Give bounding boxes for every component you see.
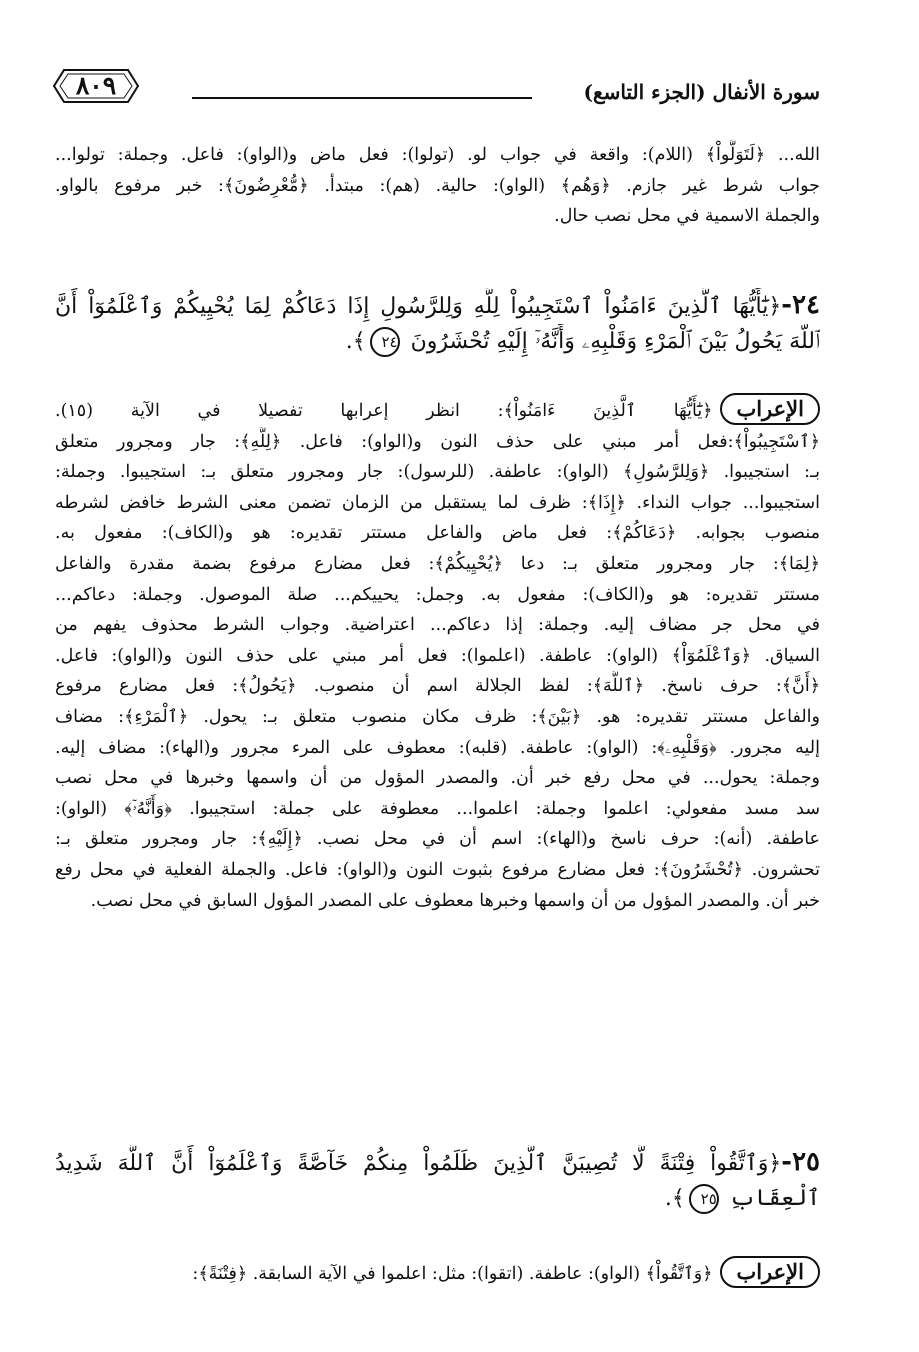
irab-line: منصوب بجوابه. ﴿دَعَاكُمْ﴾: فعل ماض والفاعل مستتر تقديره: هو و(الكاف): مفعول به. [55, 523, 820, 544]
irab-line: في محل جر مضاف إليه. وجملة: إذا دعاكم... اعتراضية. وجواب الشرط محذوف يفهم من [55, 615, 820, 636]
ayah-number-icon: ٢٤ [370, 327, 400, 357]
irab-line: استجيبوا... جواب النداء. ﴿إِذَا﴾: ظرف لما يستقبل من الزمان تضمن معنى الشرط خافض لشرطه [55, 492, 820, 513]
irab-line: إليه مجرور. ﴿وَقَلْبِهِۦ﴾: (الواو): عاطفة. (قلبه): معطوف على المرء مجرور و(الهاء): مضاف إليه. [55, 737, 820, 758]
intro-paragraph [55, 140, 820, 232]
irab-line [55, 393, 820, 427]
verse-25 [55, 1145, 820, 1216]
verse-text: ﴿وَٱتَّقُواْ فِتْنَةً لَّا تُصِيبَنَّ ٱلَّذِينَ ظَلَمُواْ مِنكُمْ خَآصَّةً وَٱعْلَمُوٓاْ أَنَّ ٱللَّهَ شَدِيدُ [55, 1151, 782, 1176]
irab-line: وجملة: يحول... في محل رفع خبر أن. والمصدر المؤول من أن واسمها وخبرها في محل نصب [55, 768, 820, 789]
intro-line: جواب شرط غير جازم. ﴿وَهُم﴾ (الواو): حالية. (هم): مبتدأ. ﴿مُّعْرِضُونَ﴾: خبر مرفوع بالواو. [55, 175, 820, 196]
verse-line [55, 1145, 820, 1181]
irab-text: ﴿وَٱتَّقُواْ﴾ (الواو): عاطفة. (اتقوا): مثل: اعلموا في الآية السابقة. ﴿فِتْنَةً﴾: [192, 1264, 713, 1284]
verse-line [55, 288, 820, 324]
verse-text: ٱلْعِقَابِ [729, 1186, 820, 1211]
page-header [50, 62, 820, 112]
intro-line: والجملة الاسمية في محل نصب حال. [554, 206, 820, 227]
ayah-number-icon: ٢٥ [689, 1184, 719, 1214]
intro-line: الله... ﴿لَتَوَلَّواْ﴾ (اللام): واقعة في جواب لو. (تولوا): فعل ماض و(الواو): فاعل. وجملة: تولوا... [55, 145, 820, 165]
irab-section-24 [55, 393, 820, 916]
header-rule [192, 97, 532, 99]
irab-line: ﴿أَنَّ﴾: حرف ناسخ. ﴿ٱللَّهَ﴾: لفظ الجلالة اسم أن منصوب. ﴿يَحُولُ﴾: فعل مضارع مرفوع [55, 676, 820, 697]
verse-line [55, 324, 820, 359]
irab-line: خبر أن. والمصدر المؤول من أن واسمها وخبرها معطوف على المصدر المؤول السابق في محل نصب. [90, 890, 820, 911]
irab-label: الإعراب [720, 1256, 820, 1288]
page-number: ٨٠٩ [75, 71, 117, 100]
verse-number: ٢٥- [781, 1147, 820, 1177]
irab-line [55, 1256, 820, 1290]
verse-24 [55, 288, 820, 359]
irab-label: الإعراب [720, 393, 820, 425]
verse-text: ٱللَّهَ يَحُولُ بَيْنَ ٱلْمَرْءِ وَقَلْبِهِۦ وَأَنَّهُۥٓ إِلَيْهِ تُحْشَرُونَ [410, 329, 820, 354]
verse-text: ﴿يَٰٓأَيُّهَا ٱلَّذِينَ ءَامَنُواْ ٱسْتَجِيبُواْ لِلَّهِ وَلِلرَّسُولِ إِذَا دَعَاكُمْ لِمَا يُحْيِيكُمْ وَٱعْلَمُوٓاْ أَنَّ [55, 294, 782, 319]
verse-end: ﴾. [664, 1186, 685, 1211]
irab-line: تحشرون. ﴿تُحْشَرُونَ﴾: فعل مضارع مرفوع بثبوت النون و(الواو): فاعل. والجملة الفعلية في محل رفع [55, 859, 820, 880]
page-number-badge [50, 66, 142, 106]
irab-line: والفاعل مستتر تقديره: هو. ﴿بَيْنَ﴾: ظرف مكان منصوب متعلق بـ: يحول. ﴿ٱلْمَرْءِ﴾: مضاف [55, 706, 820, 727]
irab-section-25 [55, 1256, 820, 1290]
irab-text: ﴿يَٰٓأَيُّهَا ٱلَّذِينَ ءَامَنُواْ﴾: انظر إعرابها تفصيلا في الآية (١٥). [55, 401, 713, 421]
irab-line: مستتر تقديره: هو و(الكاف): مفعول به. وجمل: يحييكم... صلة الموصول. وجملة: دعاكم... [55, 584, 820, 605]
irab-line: عاطفة. (أنه): حرف ناسخ و(الهاء): اسم أن في محل نصب. ﴿إِلَيْهِ﴾: جار ومجرور متعلق بـ: [55, 829, 820, 850]
verse-number: ٢٤- [781, 290, 820, 320]
irab-line: بـ: استجيبوا. ﴿وَلِلرَّسُولِ﴾ (الواو): عاطفة. (للرسول): جار ومجرور متعلق بـ: استجيبوا. وجملة: [55, 462, 820, 483]
surah-title: سورة الأنفال (الجزء التاسع) [583, 80, 820, 104]
irab-line: ﴿لِمَا﴾: جار ومجرور متعلق بـ: دعا ﴿يُحْيِيكُمْ﴾: فعل مضارع مرفوع بضمة مقدرة والفاعل [55, 553, 820, 574]
irab-line: ﴿ٱسْتَجِيبُواْ﴾:فعل أمر مبني على حذف النون و(الواو): فاعل. ﴿لِلَّهِ﴾: جار ومجرور متعلق [55, 431, 820, 452]
verse-end: ﴾. [345, 329, 366, 354]
verse-line [55, 1181, 820, 1216]
irab-line: سد مسد مفعولي: اعلموا وجملة: اعلموا... معطوفة على جملة: استجيبوا. ﴿وَأَنَّهُۥٓ﴾ (الواو): [55, 798, 820, 819]
irab-line: السياق. ﴿وَٱعْلَمُوٓاْ﴾ (الواو): عاطفة. (اعلموا): فعل أمر مبني على حذف النون و(الواو): فاعل. [55, 645, 820, 666]
